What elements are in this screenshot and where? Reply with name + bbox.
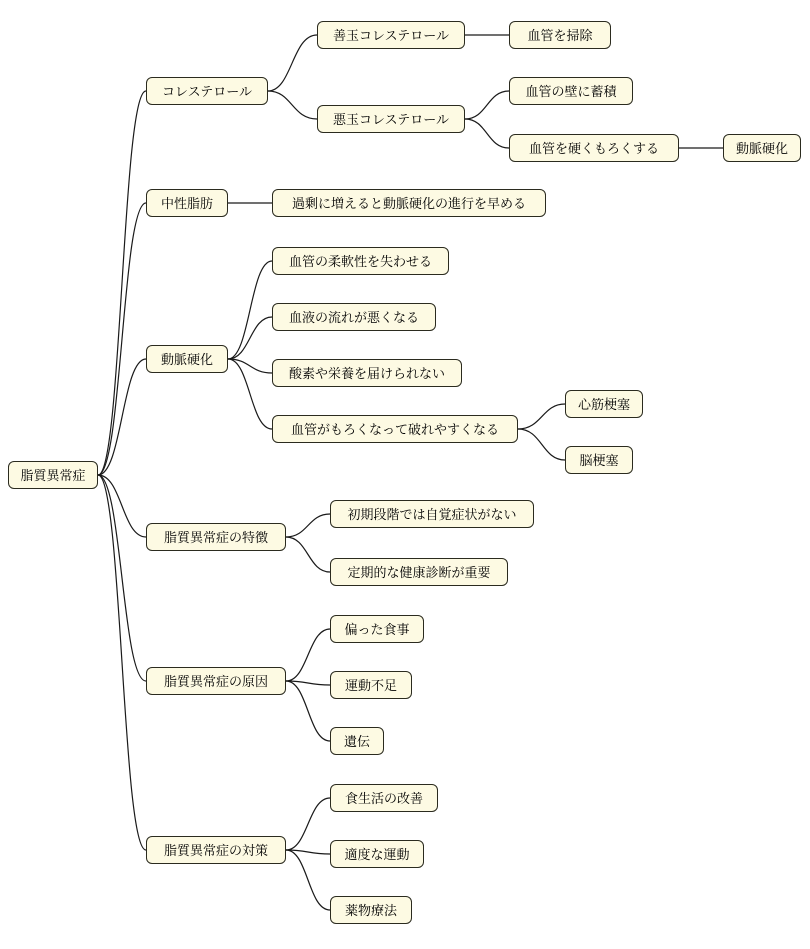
mindmap-node-feature_2: 定期的な健康診断が重要: [330, 558, 508, 586]
mindmap-node-cause_3: 遺伝: [330, 727, 384, 755]
edge-bad_chol-to-bad_chol_2: [465, 119, 509, 148]
mindmap-node-bad_chol_1: 血管の壁に蓄積: [509, 77, 633, 105]
mindmap-node-bad_chol: 悪玉コレステロール: [317, 105, 465, 133]
mindmap-node-neutral_fat_1: 過剰に増えると動脈硬化の進行を早める: [272, 189, 546, 217]
mindmap-node-measure_2: 適度な運動: [330, 840, 424, 868]
edge-chol-to-good_chol: [268, 35, 317, 91]
mindmap-node-bad_chol_2: 血管を硬くもろくする: [509, 134, 679, 162]
edge-root-to-feature: [98, 475, 146, 537]
edge-arterio-to-arterio_1: [228, 261, 272, 359]
edge-measure-to-measure_1: [286, 798, 330, 850]
mindmap-node-chol: コレステロール: [146, 77, 268, 105]
edge-root-to-neutral_fat: [98, 203, 146, 475]
mindmap-node-measure_3: 薬物療法: [330, 896, 412, 924]
edge-root-to-measure: [98, 475, 146, 850]
edge-root-to-arterio: [98, 359, 146, 475]
mindmap-node-arterio_4: 血管がもろくなって破れやすくなる: [272, 415, 518, 443]
edge-arterio_4-to-arterio_4_2: [518, 429, 565, 460]
mindmap-node-arterio_3: 酸素や栄養を届けられない: [272, 359, 462, 387]
edge-feature-to-feature_1: [286, 514, 330, 537]
mindmap-node-root: 脂質異常症: [8, 461, 98, 489]
mindmap-node-feature_1: 初期段階では自覚症状がない: [330, 500, 534, 528]
mindmap-node-cause_2: 運動不足: [330, 671, 412, 699]
mindmap-node-good_chol: 善玉コレステロール: [317, 21, 465, 49]
mindmap-node-neutral_fat: 中性脂肪: [146, 189, 228, 217]
edge-measure-to-measure_2: [286, 850, 330, 854]
mindmap-node-measure: 脂質異常症の対策: [146, 836, 286, 864]
mindmap-node-arterio_4_2: 脳梗塞: [565, 446, 633, 474]
edge-feature-to-feature_2: [286, 537, 330, 572]
edge-arterio-to-arterio_2: [228, 317, 272, 359]
mindmap-node-measure_1: 食生活の改善: [330, 784, 438, 812]
mindmap-node-arterio_2: 血液の流れが悪くなる: [272, 303, 436, 331]
mindmap-node-cause_1: 偏った食事: [330, 615, 424, 643]
mindmap-node-arterio_end: 動脈硬化: [723, 134, 801, 162]
edge-cause-to-cause_1: [286, 629, 330, 681]
edge-arterio_4-to-arterio_4_1: [518, 404, 565, 429]
edge-root-to-cause: [98, 475, 146, 681]
edge-arterio-to-arterio_4: [228, 359, 272, 429]
edge-cause-to-cause_3: [286, 681, 330, 741]
mindmap-node-feature: 脂質異常症の特徴: [146, 523, 286, 551]
edge-chol-to-bad_chol: [268, 91, 317, 119]
edge-arterio-to-arterio_3: [228, 359, 272, 373]
mindmap-node-arterio: 動脈硬化: [146, 345, 228, 373]
mindmap-node-good_chol_1: 血管を掃除: [509, 21, 611, 49]
edge-root-to-chol: [98, 91, 146, 475]
edge-measure-to-measure_3: [286, 850, 330, 910]
edge-bad_chol-to-bad_chol_1: [465, 91, 509, 119]
mindmap-node-arterio_4_1: 心筋梗塞: [565, 390, 643, 418]
mindmap-node-arterio_1: 血管の柔軟性を失わせる: [272, 247, 449, 275]
mindmap-node-cause: 脂質異常症の原因: [146, 667, 286, 695]
edge-cause-to-cause_2: [286, 681, 330, 685]
